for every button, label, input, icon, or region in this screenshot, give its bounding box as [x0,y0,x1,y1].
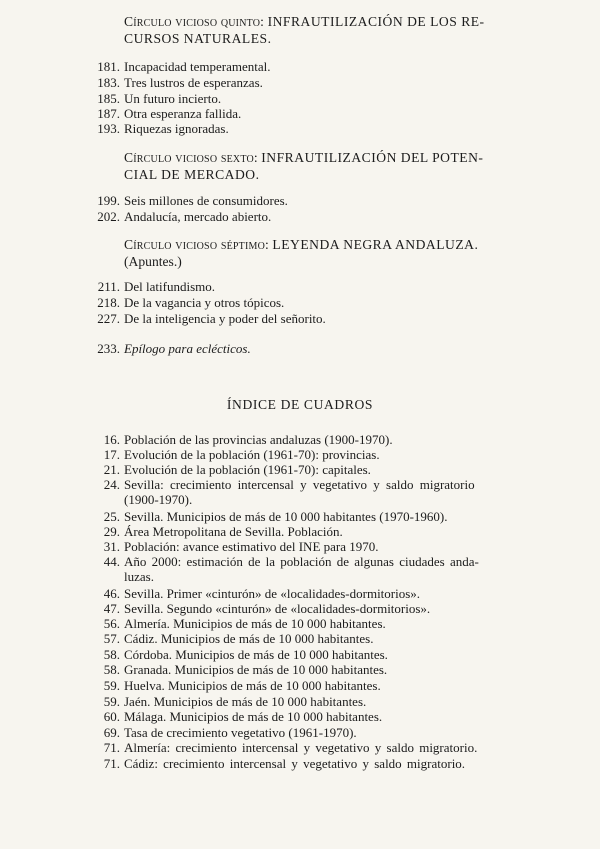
entry-text: Almería. Municipios de más de 10 000 habitantes. [124,616,386,631]
page-number: 58. [103,647,120,662]
page-number: 17. [103,447,120,462]
entry-text: Cádiz. Municipios de más de 10 000 habitantes. [124,631,374,646]
page-number: 47. [103,601,120,616]
page-number: 193. [97,121,120,136]
entry-text: Incapacidad temperamental. [124,59,271,74]
section-heading-septimo [124,236,529,270]
page-number: 29. [103,524,120,539]
page-number: 44. [103,554,120,569]
entry-text: Cádiz: crecimiento intercensal y vegetativo y saldo migratorio. [124,756,466,771]
page-number: 21. [103,462,120,477]
page-number: 56. [103,616,120,631]
section-title-line2: (Apuntes.) [124,254,182,269]
page-number: 59. [103,694,120,709]
section-label: Círculo vicioso sexto: [124,150,258,165]
page-number: 25. [103,509,120,524]
page-number: 185. [97,91,120,106]
page-number: 227. [97,311,120,326]
page-number: 16. [103,432,120,447]
entry-text: Huelva. Municipios de más de 10 000 habitantes. [124,678,381,693]
page-number: 183. [97,75,120,90]
section-title-line1: INFRAUTILIZACIÓN DE LOS RE- [267,14,485,29]
entry-text: Andalucía, mercado abierto. [124,209,272,224]
entry-text: Sevilla: crecimiento intercensal y vegetativo y saldo migratorio [124,477,475,492]
section-title-line1: LEYENDA NEGRA ANDALUZA. [272,237,479,252]
page-number: 31. [103,539,120,554]
page-number: 69. [103,725,120,740]
section-heading-sexto [124,149,529,183]
entry-text: Almería: crecimiento intercensal y vegetativo y saldo migratorio. [124,740,478,755]
entry-text-continued: luzas. [124,569,154,584]
page-number: 58. [103,662,120,677]
entry-text: Año 2000: estimación de la población de algunas ciudades anda- [124,554,479,569]
page-number: 46. [103,586,120,601]
entry-text: Población de las provincias andaluzas (1900-1970). [124,432,393,447]
page-number: 202. [97,209,120,224]
page-number: 60. [103,709,120,724]
entry-text: De la vagancia y otros tópicos. [124,295,285,310]
section-title-line1: INFRAUTILIZACIÓN DEL POTEN- [261,150,484,165]
entry-text: Evolución de la población (1961-70): capitales. [124,462,371,477]
entry-text: Tasa de crecimiento vegetativo (1961-1970). [124,725,357,740]
entry-text: Sevilla. Municipios de más de 10 000 habitantes (1970-1960). [124,509,448,524]
section-heading-quinto [124,13,529,47]
page-number: 71. [103,740,120,755]
section-label: Círculo vicioso quinto: [124,14,265,29]
entry-text: Del latifundismo. [124,279,215,294]
section-label: Círculo vicioso séptimo: [124,237,270,252]
entry-text: Sevilla. Primer «cinturón» de «localidades-dormitorios». [124,586,421,601]
section-title-line2: CIAL DE MERCADO. [124,167,260,182]
entry-text: Granada. Municipios de más de 10 000 habitantes. [124,662,388,677]
entry-text: Riquezas ignoradas. [124,121,229,136]
index-title: ÍNDICE DE CUADROS [226,397,374,412]
page-number: 211. [97,279,120,294]
page-number: 181. [97,59,120,74]
entry-text: Otra esperanza fallida. [124,106,242,121]
entry-text: Población: avance estimativo del INE para 1970. [124,539,379,554]
entry-text: Tres lustros de esperanzas. [124,75,263,90]
entry-text-continued: (1900-1970). [124,492,193,507]
entry-text: Epílogo para eclécticos. [124,341,251,356]
page-number: 187. [97,106,120,121]
entry-text: Sevilla. Segundo «cinturón» de «localidades-dormitorios». [124,601,431,616]
section-title-line2: CURSOS NATURALES. [124,31,272,46]
page-number: 24. [103,477,120,492]
page-number: 71. [103,756,120,771]
entry-text: Málaga. Municipios de más de 10 000 habitantes. [124,709,383,724]
page-number: 57. [103,631,120,646]
entry-text: Jaén. Municipios de más de 10 000 habitantes. [124,694,367,709]
entry-text: Seis millones de consumidores. [124,193,288,208]
page-number: 199. [97,193,120,208]
entry-text: Área Metropolitana de Sevilla. Población. [124,524,343,539]
page-number: 233. [97,341,120,356]
page-number: 218. [97,295,120,310]
entry-text: Córdoba. Municipios de más de 10 000 habitantes. [124,647,388,662]
entry-text: Evolución de la población (1961-70): provincias. [124,447,380,462]
entry-text: De la inteligencia y poder del señorito. [124,311,326,326]
page-number: 59. [103,678,120,693]
entry-text: Un futuro incierto. [124,91,222,106]
